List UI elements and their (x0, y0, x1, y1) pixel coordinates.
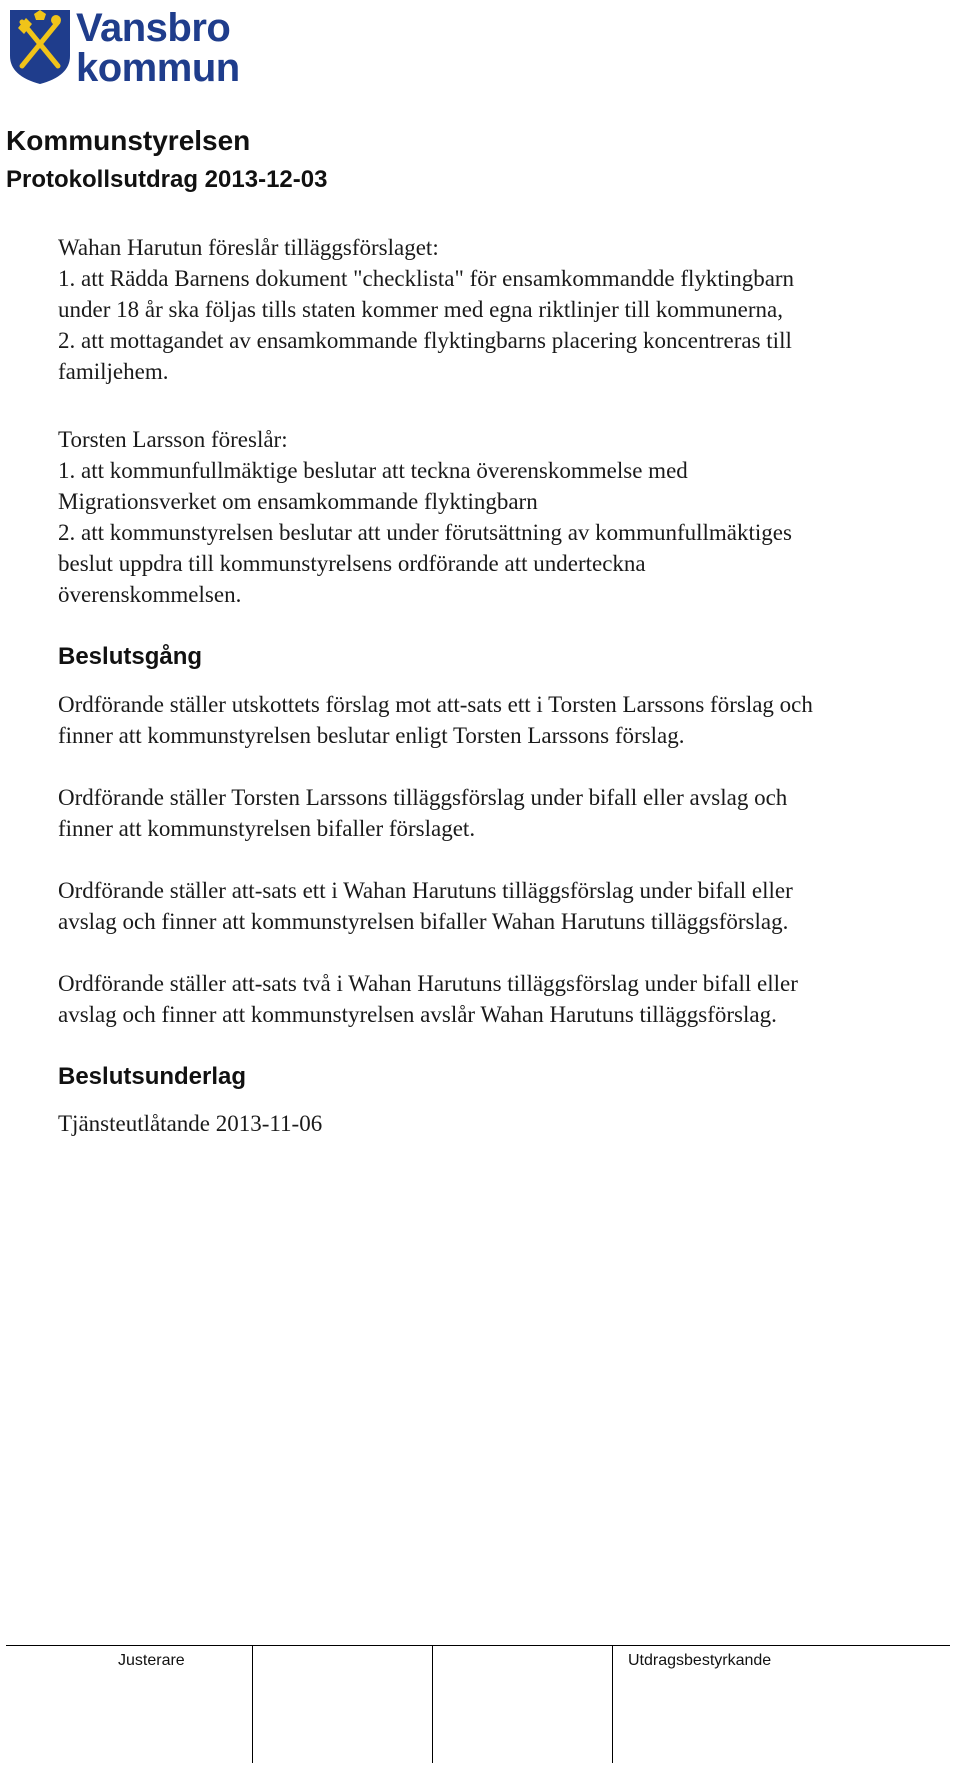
text-line: 2. att kommunstyrelsen beslutar att under förutsättning av kommunfullmäktiges (58, 520, 792, 545)
beslutsgang-paragraph-3 (58, 875, 958, 937)
footer-column-divider (432, 1645, 433, 1763)
text-line: Ordförande ställer utskottets förslag mot att-sats ett i Torsten Larssons förslag och (58, 692, 813, 717)
document-title: Kommunstyrelsen (6, 125, 251, 156)
text-line: familjehem. (58, 359, 169, 384)
proposal-wahan (58, 232, 958, 387)
text-line: överenskommelsen. (58, 582, 242, 607)
text-line: Ordförande ställer att-sats två i Wahan Harutuns tilläggsförslag under bifall eller (58, 971, 798, 996)
footer-divider (6, 1645, 950, 1646)
beslutsunderlag-item (58, 1108, 958, 1139)
text-line: beslut uppdra till kommunstyrelsens ordförande att underteckna (58, 551, 646, 576)
text-line: 1. att kommunfullmäktige beslutar att teckna överenskommelse med (58, 458, 688, 483)
text-line: Ordförande ställer att-sats ett i Wahan Harutuns tilläggsförslag under bifall eller (58, 878, 793, 903)
municipality-logo (8, 8, 253, 88)
text-line: finner att kommunstyrelsen bifaller förslaget. (58, 816, 476, 841)
footer-utdragsbestyrkande-label: Utdragsbestyrkande (628, 1652, 772, 1669)
document-subtitle: Protokollsutdrag 2013-12-03 (6, 166, 328, 193)
section-heading-beslutsgang: Beslutsgång (58, 643, 203, 670)
footer-column-divider (252, 1645, 253, 1763)
logo-line-1: Vansbro (76, 6, 231, 50)
text-line: Tjänsteutlåtande 2013-11-06 (58, 1111, 323, 1136)
section-heading-beslutsunderlag: Beslutsunderlag (58, 1063, 247, 1090)
beslutsgang-paragraph-1 (58, 689, 958, 751)
text-line: 1. att Rädda Barnens dokument "checklista" för ensamkommandde flyktingbarn (58, 266, 795, 291)
text-line: 2. att mottagandet av ensamkommande flyktingbarns placering koncentreras till (58, 328, 792, 353)
text-line: Migrationsverket om ensamkommande flyktingbarn (58, 489, 538, 514)
text-line: Wahan Harutun föreslår tilläggsförslaget: (58, 235, 439, 260)
beslutsgang-paragraph-4 (58, 968, 958, 1030)
text-line: avslag och finner att kommunstyrelsen bifaller Wahan Harutuns tilläggsförslag. (58, 909, 789, 934)
text-line: under 18 år ska följas tills staten kommer med egna riktlinjer till kommunerna, (58, 297, 783, 322)
logo-line-2: kommun (76, 46, 240, 90)
text-line: finner att kommunstyrelsen beslutar enligt Torsten Larssons förslag. (58, 723, 685, 748)
text-line: avslag och finner att kommunstyrelsen avslår Wahan Harutuns tilläggsförslag. (58, 1002, 777, 1027)
footer-column-divider (612, 1645, 613, 1763)
beslutsgang-paragraph-2 (58, 782, 958, 844)
proposal-torsten (58, 424, 958, 610)
logo-text (76, 8, 240, 88)
text-line: Torsten Larsson föreslår: (58, 427, 288, 452)
text-line: Ordförande ställer Torsten Larssons tilläggsförslag under bifall eller avslag och (58, 785, 788, 810)
municipal-crest-icon (8, 8, 72, 86)
footer-justerare-label: Justerare (118, 1652, 185, 1669)
